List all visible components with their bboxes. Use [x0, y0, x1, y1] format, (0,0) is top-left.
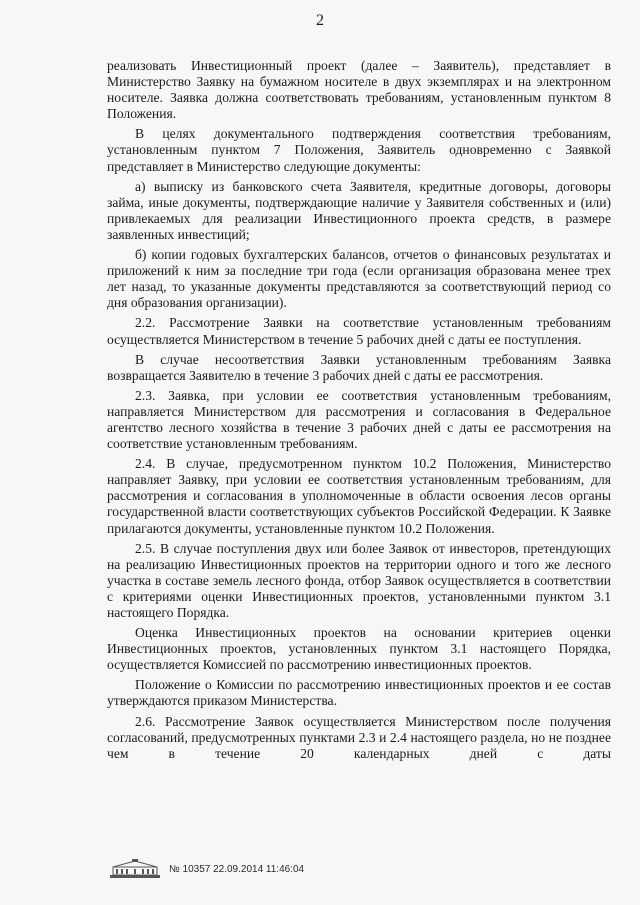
clause-2-2: 2.2. Рассмотрение Заявки на соответствие установленным требованиям осуществляется Министерством в течение 5 рабочих дней с даты ее поступления. [107, 315, 611, 347]
registration-footer [109, 858, 304, 880]
document-body [107, 58, 611, 766]
paragraph: В случае несоответствия Заявки установленным требованиям Заявка возвращается Заявителю в течение 3 рабочих дней с даты ее рассмотрения. [107, 351, 611, 383]
registration-stamp: № 10357 22.09.2014 11:46:04 [169, 863, 305, 875]
paragraph: реализовать Инвестиционный проект (далее – Заявитель), представляет в Министерство Заявку на бумажном носителе в двух экземплярах и на электронном носителе. Заявка должна соответствовать требованиям, установленным пунктом 8 Положения. [107, 58, 611, 122]
clause-2-4: 2.4. В случае, предусмотренном пунктом 10.2 Положения, Министерство направляет Заявку, при условии ее соответствия установленным требованиям, для рассмотрения и согласования в уполномоченные в области освоения лесов органы государственной власти соответствующих субъектов Российской Федерации. К Заявке прилагаются документы, установленные пунктом 10.2 Положения. [107, 456, 611, 536]
clause-2-6: 2.6. Рассмотрение Заявок осуществляется Министерством после получения согласований, предусмотренных пунктами 2.3 и 2.4 настоящего раздела, но не позднее чем в течение 20 календарных дней с даты [107, 713, 611, 761]
list-item-a: а) выписку из банковского счета Заявителя, кредитные договоры, договоры займа, иные документы, подтверждающие наличие у Заявителя собственных и (или) привлекаемых для реализации Инвестиционного проекта средств, в размере заявленных инвестиций; [107, 178, 611, 242]
clause-2-5: 2.5. В случае поступления двух или более Заявок от инвесторов, претендующих на реализацию Инвестиционных проектов на территории одного и того же лесного участка в составе земель лесного фонда, отбор Заявок осуществляется в соответствии с критериями оценки Инвестиционных проектов, установленными пунктом 3.1 настоящего Порядка. [107, 540, 611, 620]
page-number: 2 [316, 12, 324, 29]
paragraph: В целях документального подтверждения соответствия требованиям, установленным пунктом 7 Положения, Заявитель одновременно с Заявкой представляет в Министерство следующие документы: [107, 126, 611, 174]
ministry-building-icon [109, 859, 161, 879]
paragraph: Положение о Комиссии по рассмотрению инвестиционных проектов и ее состав утверждаются приказом Министерства. [107, 677, 611, 709]
paragraph: Оценка Инвестиционных проектов на основании критериев оценки Инвестиционных проектов, установленных пунктом 3.1 настоящего Порядка, осуществляется Комиссией по рассмотрению инвестиционных проектов. [107, 625, 611, 673]
clause-2-3: 2.3. Заявка, при условии ее соответствия установленным требованиям, направляется Министерством для рассмотрения и согласования в Федеральное агентство лесного хозяйства в течение 3 рабочих дней с даты ее рассмотрения на соответствие установленным требованиям. [107, 387, 611, 452]
list-item-b: б) копии годовых бухгалтерских балансов, отчетов о финансовых результатах и приложений к ним за последние три года (если организация образована менее трех лет назад, то указанные документы представляются за соответствующий период со дня образования организации). [107, 247, 611, 311]
